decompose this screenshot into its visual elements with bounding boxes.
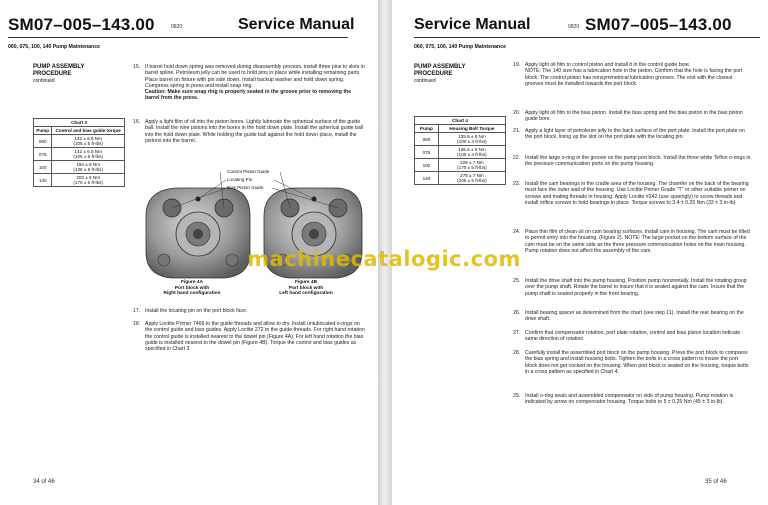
step-16 <box>133 119 365 144</box>
right-header-rule <box>414 37 760 38</box>
chart-4-torque <box>438 159 505 172</box>
step-text: Install bearing spacer as determined from the chart (see step 11). Install the rear bearing on the drive shaft. <box>525 310 744 323</box>
chart-3-torque <box>52 148 125 161</box>
right-subheader: 060, 075, 100, 140 Pump Maintenance <box>414 44 506 50</box>
right-page <box>392 0 768 505</box>
watermark: machinecatalogic.com <box>247 247 521 271</box>
chart-4-torque-nm: 135.6 ± 5 Nm <box>458 147 486 152</box>
chart-4-torque <box>438 133 505 146</box>
step-caution: Caution: Make sure snap ring is properly seated in the groove prior to removing the barrel from the press. <box>145 89 352 102</box>
chart-4-torque <box>438 172 505 185</box>
left-subheader: 060, 075, 100, 140 Pump Maintenance <box>8 44 100 50</box>
port-block-right-hand <box>146 188 250 278</box>
step-text: Place thin film of clean oil on cam bearing surfaces. Install cam in housing. The cam must be tilted to permit entry into the housing. (Figure 2). NOTE: The large pocket on the bottom surface of the cam must be on the same side as the three pressure communication holes on the main housing. Pump rotation does not affect the assembly of the cam. <box>525 229 750 254</box>
callout-locating-pin: Locating Pin <box>227 177 253 182</box>
right-title: Service Manual <box>414 16 531 33</box>
table-row <box>415 172 506 185</box>
left-section-sub: continued <box>33 78 55 84</box>
table-row <box>34 174 125 187</box>
step-number: 21. <box>513 128 521 134</box>
port-block-left-hand <box>264 188 362 278</box>
figure-4a-line3: Right hand configuration <box>163 291 221 297</box>
left-doc-number: SM07–005–143.00 <box>8 15 155 34</box>
chart-3-torque-nm: 142 ± 6.5 Nm <box>74 149 102 154</box>
step-number: 27. <box>513 330 521 336</box>
chart-4 <box>414 116 506 185</box>
chart-3-pump: 140 <box>34 174 52 187</box>
figure-4b-label: Figure 4B <box>294 280 318 285</box>
figure-4b-line2: Port block with <box>288 285 324 291</box>
step-number: 15. <box>133 64 141 70</box>
step-text: Apply light oil film to control piston and install it in the control guide bore. <box>525 62 691 68</box>
step-text: Carefully install the assembled port block on the pump housing. Press the port block to compress the bias spring and install housing bolts. Tighten the bolts in a cross pattern to insure the port block does not get cocked on the housing. When port block is seated on the housing, torque bolts in a cross pattern as specified in Chart 4. <box>525 350 749 375</box>
step-text: Install the cam bearings in the cradle area of the housing. The chamfer on the back of the bearing must face the outer wall of the housing. Use Loctite Primer Grade "T" or other suitable primer on screws and mating threads in housing. Apply Loctite #242 (use sparingly) to screw threads and install orifice screws to hold bearings in place. Torque screws to 3.4 ± 0.25 Nm (33 ± 3 in-lb). <box>525 181 749 206</box>
chart-4-torque-ftlb: (205 ± 5 ft-lbs) <box>457 178 487 183</box>
chart-4-torque-ftlb: (170 ± 5 ft-lbs) <box>457 165 487 170</box>
step-20 <box>513 110 751 123</box>
right-section-title-text: PUMP ASSEMBLY PROCEDURE <box>414 64 466 77</box>
chart-3-pump: 100 <box>34 161 52 174</box>
chart-3-title: Chart 3 <box>34 119 125 127</box>
chart-3-header-torque: Control and bias guide torque <box>52 127 125 135</box>
step-23 <box>513 181 751 206</box>
figure-4b-line3: Left hand configuration <box>279 291 333 297</box>
chart-4-torque <box>438 146 505 159</box>
chart-4-torque-nm: 278 ± 7 Nm <box>460 173 484 178</box>
callout-control-piston-guide: Control Piston Guide <box>227 169 270 174</box>
chart-4-pump: 060 <box>415 133 439 146</box>
table-row <box>34 161 125 174</box>
step-text: Apply a light layer of petroleum jelly to the back surface of the port plate. Install the port plate on the port block, lining up the slot on the port plate with the locating pin. <box>525 128 745 141</box>
table-row <box>34 135 125 148</box>
chart-3-torque <box>52 174 125 187</box>
step-text: Confirm that compensator rotation, port plate rotation, control and bias piston location indicate same direction of rotation. <box>525 330 741 343</box>
step-number: 20. <box>513 110 521 116</box>
step-28 <box>513 350 751 375</box>
step-number: 25. <box>513 278 521 284</box>
step-text: If barrel hold down spring was removed during disassembly process, install three pins to slots in barrel spline. Petroleum jelly can be used to hold pins in place while installing remaining parts. Place barrel on fixture with pin side down. Install backup washer and hold down spring. Compress spring in press and install snap ring. <box>145 64 365 89</box>
figure-4b-caption <box>254 280 358 297</box>
table-row <box>415 146 506 159</box>
step-27 <box>513 330 751 343</box>
chart-3-header-pump: Pump <box>34 127 52 135</box>
step-number: 22. <box>513 155 521 161</box>
left-header-rule <box>8 37 348 38</box>
chart-4-torque-nm: 229 ± 7 Nm <box>460 160 484 165</box>
step-15 <box>133 64 365 102</box>
chart-3-torque-ftlb: (136 ± 6 ft-lbs) <box>73 167 103 172</box>
left-doc-code: 0820 <box>171 24 183 30</box>
step-text: Install o-ring seals and assembled compensator on side of pump housing. Pump rotation is indicated by arrow on compensator housing. Torque bolts to 5 ± 0.25 Nm (45 ± 3 in-lb). <box>525 393 734 406</box>
step-21 <box>513 128 751 141</box>
chart-4-header-torque: Housing Bolt Torque <box>438 125 505 133</box>
chart-4-pump: 140 <box>415 172 439 185</box>
step-number: 26. <box>513 310 521 316</box>
right-page-number: 35 of 46 <box>705 479 727 485</box>
chart-4-pump: 100 <box>415 159 439 172</box>
step-text: Install the drive shaft into the pump housing. Position pump horizontally. Install the rotating group over the pump shaft. Rotate the barrel to insure that it is seated against the cam. Insure that the pump shaft is seated properly in the front bearing. <box>525 278 747 297</box>
figure-4a-caption <box>142 280 242 297</box>
figure-4a-label: Figure 4A <box>180 280 204 285</box>
step-18 <box>133 321 365 352</box>
step-note: NOTE: The 140 size has a lubrication hole in the piston. Confirm that the hole is facing the port block. The control piston has nonsymmetrical lubrication grooves. The end with the closest grooves must be installed towards the port block. <box>525 68 743 87</box>
chart-3-torque-nm: 142 ± 6.5 Nm <box>74 136 102 141</box>
chart-4-torque-nm: 135.6 ± 5 Nm <box>458 134 486 139</box>
step-text: Apply a light film of oil into the piston bores. Lightly lubricate the spherical surface of the guide ball. Install the nine pistons into the bores in the hold down plate. Install the spherical guide ball into the hold down plate. While holding the guide ball against the hold down place, install the pistons into the barrel. <box>145 119 364 144</box>
step-number: 18. <box>133 321 141 327</box>
chart-3-torque-ftlb: (105 ± 5 ft-lbs) <box>73 154 103 159</box>
step-text: Install the large o-ring in the groove on the pump port block. Install the three white Teflon o-rings in the pressure communication ports on the pump housing. <box>525 155 751 168</box>
step-19 <box>513 62 751 87</box>
step-number: 17. <box>133 308 141 314</box>
chart-3-torque-nm: 184 ± 8 Nm <box>76 162 101 167</box>
chart-3-pump: 075 <box>34 148 52 161</box>
step-26 <box>513 310 751 323</box>
left-page <box>0 0 378 505</box>
table-row <box>415 133 506 146</box>
chart-3-torque-ftlb: (170 ± 6 ft-lbs) <box>73 180 103 185</box>
figure-4a-line2: Port block with <box>174 285 210 291</box>
table-row <box>34 148 125 161</box>
left-title: Service Manual <box>238 16 355 33</box>
chart-3-torque <box>52 135 125 148</box>
step-17 <box>133 308 365 314</box>
right-section-sub: continued <box>414 78 436 84</box>
step-number: 23. <box>513 181 521 187</box>
step-number: 24. <box>513 229 521 235</box>
step-25 <box>513 278 751 297</box>
chart-3-pump: 060 <box>34 135 52 148</box>
step-text: Install the locating pin on the port block face. <box>145 308 248 314</box>
chart-4-torque-ftlb: (100 ± 4 ft-lbs) <box>457 139 487 144</box>
right-section-title <box>414 64 484 85</box>
left-page-number: 34 of 46 <box>33 479 55 485</box>
right-doc-code: 0820 <box>568 24 580 30</box>
step-22 <box>513 155 751 168</box>
callout-bias-piston-guide: Bias Piston Guide <box>227 185 264 190</box>
chart-4-pump: 075 <box>415 146 439 159</box>
left-section-title-text: PUMP ASSEMBLY PROCEDURE <box>33 64 85 77</box>
left-section-title <box>33 64 103 85</box>
chart-3-torque-nm: 203 ± 8 Nm <box>76 175 101 180</box>
table-row <box>415 159 506 172</box>
step-number: 29. <box>513 393 521 399</box>
step-number: 16. <box>133 119 141 125</box>
step-text: Apply light oil film to the bias piston. Install the bias spring and the bias piston in the bias piston guide bore. <box>525 110 743 123</box>
step-number: 19. <box>513 62 521 68</box>
step-24 <box>513 229 751 254</box>
right-doc-number: SM07–005–143.00 <box>585 15 732 34</box>
step-text: Apply Loctite Primer 7469 to the guide threads and allow to dry. Install unlubricated o-rings on the control guide and bias guides. Apply Loctite 272 to the guide threads. For right hand rotation the control guide is installed nearest to the dowel pin (Figure 4A). For left hand rotation the bias guide is installed nearest to the dowel pin (Figure 4B). Torque the control and bias guides as specified in Chart 3. <box>145 321 365 353</box>
page-gutter <box>378 0 392 505</box>
chart-3-torque-ftlb: (105 ± 5 ft-lbs) <box>73 141 103 146</box>
chart-4-title: Chart 4 <box>415 117 506 125</box>
chart-3-torque <box>52 161 125 174</box>
chart-3 <box>33 118 125 187</box>
step-29 <box>513 393 751 406</box>
chart-4-header-pump: Pump <box>415 125 439 133</box>
step-number: 28. <box>513 350 521 356</box>
chart-4-torque-ftlb: (100 ± 4 ft-lbs) <box>457 152 487 157</box>
